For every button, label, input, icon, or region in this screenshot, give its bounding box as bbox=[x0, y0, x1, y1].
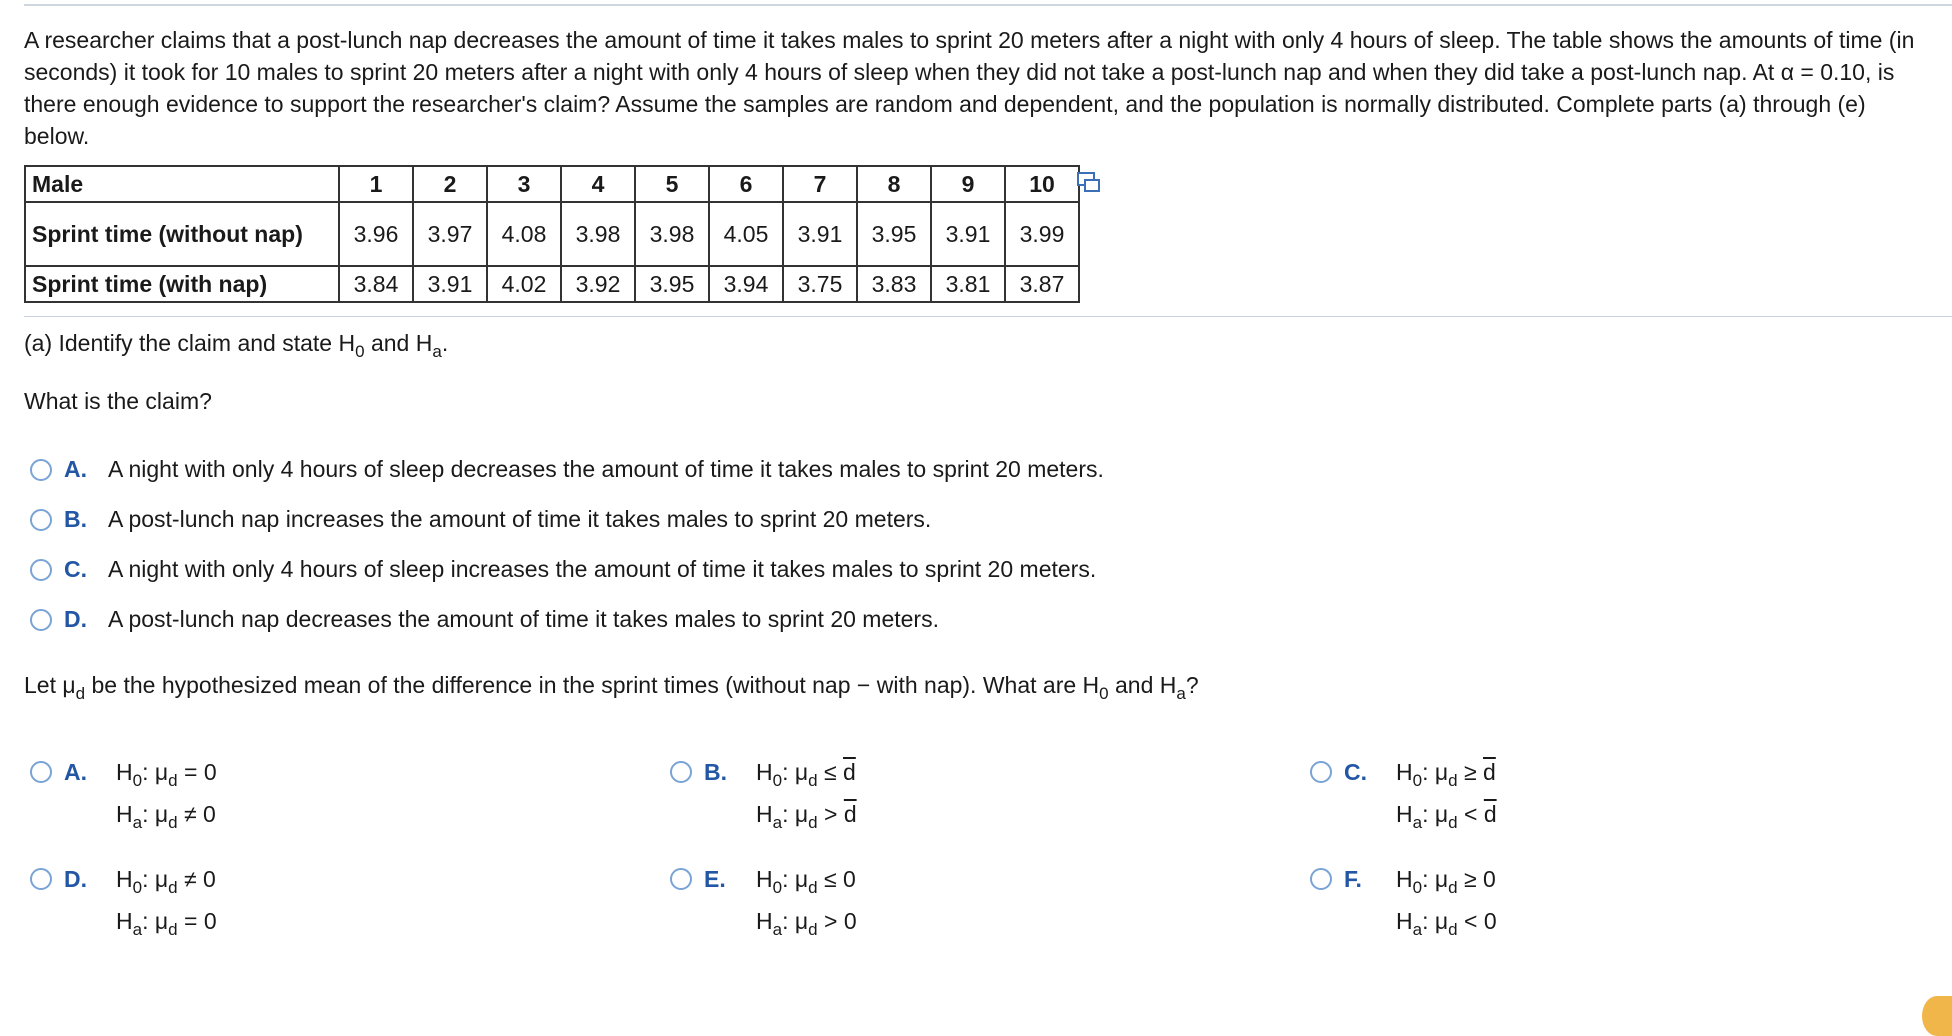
radio-button[interactable] bbox=[30, 761, 52, 783]
h0-line: $H_0$: $\mu_d \ge 0$ bbox=[1396, 866, 1496, 897]
table-row bbox=[25, 266, 1079, 302]
claim-option-b[interactable] bbox=[30, 506, 931, 533]
option-text: A post-lunch nap increases the amount of time it takes males to sprint 20 meters. bbox=[108, 506, 932, 532]
table-col-header: 9 bbox=[931, 166, 1005, 202]
ha-line: $H_a$: $\mu_d \ne 0$ bbox=[116, 801, 216, 832]
radio-button[interactable] bbox=[30, 868, 52, 890]
h0-line: $H_0$: $\mu_d = 0$ bbox=[116, 759, 217, 790]
ha-line: $H_a$: $\mu_d > 0$ bbox=[756, 908, 857, 939]
h0-line: $H_0$: $\mu_d \ne 0$ bbox=[116, 866, 216, 897]
radio-button[interactable] bbox=[30, 559, 52, 581]
option-letter: B. bbox=[64, 506, 87, 532]
radio-button[interactable] bbox=[670, 761, 692, 783]
table-header-row bbox=[25, 166, 1079, 202]
table-row-label: Sprint time (without nap) bbox=[25, 202, 339, 266]
table-cell: 3.96 bbox=[339, 202, 413, 266]
table-cell: 4.02 bbox=[487, 266, 561, 302]
table-cell: 3.94 bbox=[709, 266, 783, 302]
table-cell: 3.98 bbox=[635, 202, 709, 266]
option-text: A post-lunch nap decreases the amount of time it takes males to sprint 20 meters. bbox=[108, 606, 939, 632]
radio-button[interactable] bbox=[30, 459, 52, 481]
table-cell: 3.91 bbox=[931, 202, 1005, 266]
option-text: A night with only 4 hours of sleep increases the amount of time it takes males to sprint 20 meters. bbox=[108, 556, 1097, 582]
table-cell: 3.95 bbox=[857, 202, 931, 266]
data-table bbox=[24, 165, 1080, 303]
table-col-header: 7 bbox=[783, 166, 857, 202]
radio-button[interactable] bbox=[1310, 761, 1332, 783]
table-col-header: 1 bbox=[339, 166, 413, 202]
option-text: A night with only 4 hours of sleep decreases the amount of time it takes males to sprint 20 meters. bbox=[108, 456, 1104, 482]
problem-statement: A researcher claims that a post-lunch nap decreases the amount of time it takes males to sprint 20 meters after a night with only 4 hours of sleep. The table shows the amounts of time (in seconds) it took for 10 males to sprint 20 meters after a night with only 4 hours of sleep when they did not take a post-lunch nap and when they did take a post-lunch nap. At α = 0.10, is there enough evidence to support the researcher's claim? Assume the samples are random and dependent, and the population is normally distributed. Complete parts (a) through (e) below. bbox=[24, 27, 1915, 149]
radio-button[interactable] bbox=[30, 609, 52, 631]
table-col-header: 2 bbox=[413, 166, 487, 202]
section-divider bbox=[24, 316, 1952, 317]
h0-line: $H_0$: $\mu_d \le \overline{d}$ bbox=[756, 759, 856, 790]
h0-line: $H_0$: $\mu_d \ge \overline{d}$ bbox=[1396, 759, 1496, 790]
option-letter: A. bbox=[64, 456, 87, 482]
table-row bbox=[25, 202, 1079, 266]
option-letter: B. bbox=[704, 759, 727, 785]
table-header-label: Male bbox=[25, 166, 339, 202]
table-cell: 3.92 bbox=[561, 266, 635, 302]
claim-option-c[interactable] bbox=[30, 556, 1096, 583]
table-cell: 3.97 bbox=[413, 202, 487, 266]
help-bubble-icon[interactable] bbox=[1922, 996, 1952, 1036]
option-letter: F. bbox=[1344, 866, 1362, 892]
table-col-header: 5 bbox=[635, 166, 709, 202]
table-cell: 3.83 bbox=[857, 266, 931, 302]
h0-line: $H_0$: $\mu_d \le 0$ bbox=[756, 866, 856, 897]
hypothesis-question: Let $\mu_d$ be the hypothesized mean of the difference in the sprint times (without nap − with nap). What are $H_0$ and $H_a$? bbox=[24, 672, 1199, 703]
table-cell: 3.91 bbox=[413, 266, 487, 302]
option-letter: D. bbox=[64, 866, 87, 892]
table-cell: 3.91 bbox=[783, 202, 857, 266]
radio-button[interactable] bbox=[670, 868, 692, 890]
claim-option-d[interactable] bbox=[30, 606, 939, 633]
ha-line: $H_a$: $\mu_d = 0$ bbox=[116, 908, 217, 939]
option-letter: C. bbox=[1344, 759, 1367, 785]
ha-line: $H_a$: $\mu_d > \overline{d}$ bbox=[756, 801, 857, 832]
radio-button[interactable] bbox=[1310, 868, 1332, 890]
copy-table-icon[interactable] bbox=[1076, 171, 1102, 195]
table-col-header: 4 bbox=[561, 166, 635, 202]
table-col-header: 10 bbox=[1005, 166, 1079, 202]
table-col-header: 6 bbox=[709, 166, 783, 202]
radio-button[interactable] bbox=[30, 509, 52, 531]
option-letter: E. bbox=[704, 866, 726, 892]
option-letter: A. bbox=[64, 759, 87, 785]
table-cell: 3.95 bbox=[635, 266, 709, 302]
top-divider bbox=[24, 4, 1952, 6]
table-cell: 3.99 bbox=[1005, 202, 1079, 266]
claim-question: What is the claim? bbox=[24, 388, 212, 414]
table-cell: 3.84 bbox=[339, 266, 413, 302]
ha-line: $H_a$: $\mu_d < \overline{d}$ bbox=[1396, 801, 1497, 832]
table-cell: 4.05 bbox=[709, 202, 783, 266]
table-cell: 4.08 bbox=[487, 202, 561, 266]
ha-line: $H_a$: $\mu_d < 0$ bbox=[1396, 908, 1497, 939]
table-cell: 3.98 bbox=[561, 202, 635, 266]
table-col-header: 8 bbox=[857, 166, 931, 202]
table-row-label: Sprint time (with nap) bbox=[25, 266, 339, 302]
table-cell: 3.75 bbox=[783, 266, 857, 302]
option-letter: C. bbox=[64, 556, 87, 582]
table-cell: 3.81 bbox=[931, 266, 1005, 302]
option-letter: D. bbox=[64, 606, 87, 632]
part-a-prompt: (a) Identify the claim and state $H_0$ and $H_a$. bbox=[24, 330, 449, 361]
claim-option-a[interactable] bbox=[30, 456, 1104, 483]
table-col-header: 3 bbox=[487, 166, 561, 202]
table-cell: 3.87 bbox=[1005, 266, 1079, 302]
